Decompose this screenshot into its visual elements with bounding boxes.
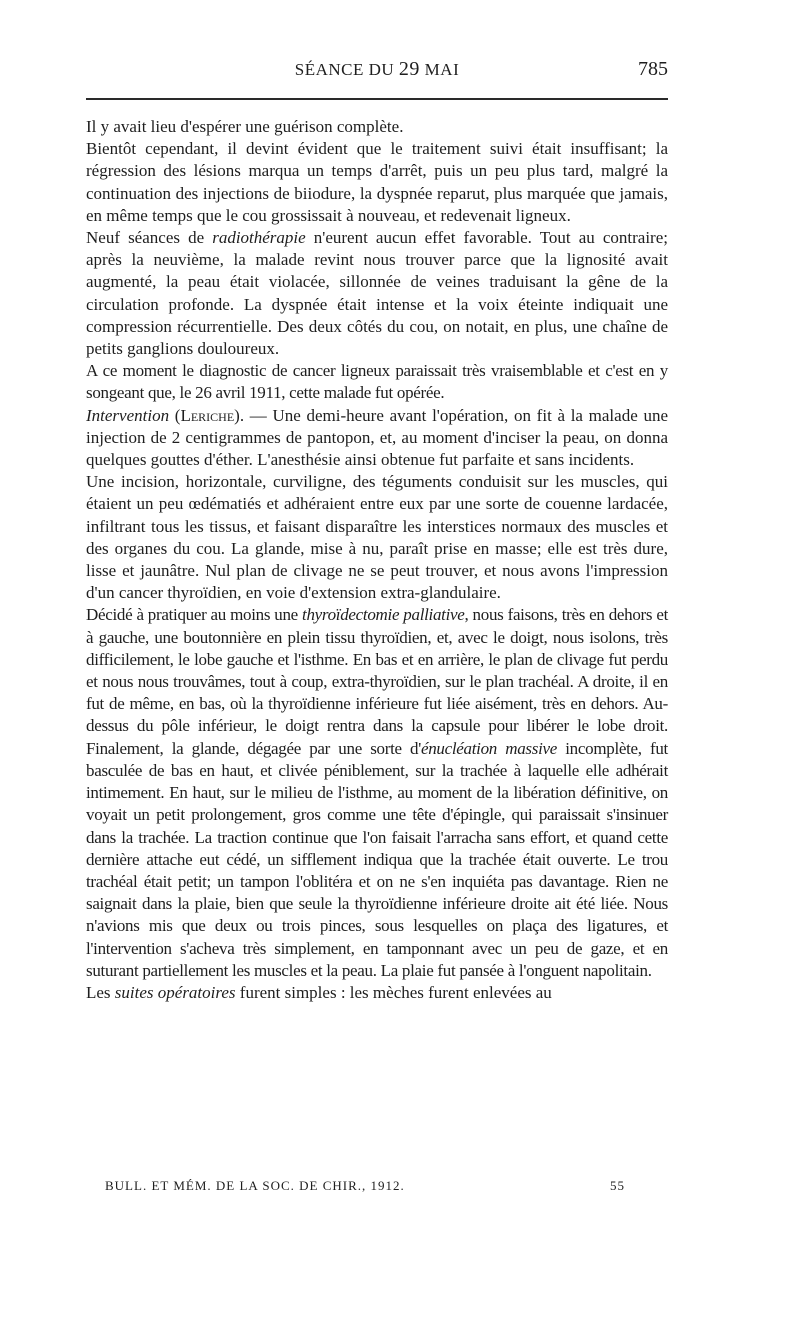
paragraph-3-italic: radiothérapie: [212, 228, 306, 248]
paragraph-7-italic-2: énucléation massive: [420, 738, 557, 758]
body-text: [86, 116, 668, 1004]
running-title-prefix: SÉANCE DU: [294, 60, 395, 79]
paragraph-5-paren: (: [169, 405, 181, 425]
running-header: [86, 58, 668, 88]
paragraph-3-text-a: Neuf séances de: [86, 228, 213, 248]
paragraph-3-text-b: n'eurent aucun effet favorable. Tout au contraire; après la neuvième, la malade revint nous trouver parce que la lignosité avait augmenté, la peau était violacée, sillonnée de veines traduisant la gêne de la circulation profonde. La dyspnée était intense et la voix éteinte indiquait une compression récurrentielle. Des deux côtés du cou, on notait, en plus, une chaîne de petits ganglions douloureux.: [86, 228, 668, 359]
paragraph-7-italic: thyroïdectomie palliative: [302, 605, 465, 625]
paragraph-8: [86, 982, 668, 1004]
surgeon-name: Leriche: [180, 405, 235, 425]
paragraph-6: [86, 471, 668, 604]
footer: [105, 1178, 625, 1198]
paragraph-7-text-a: Décidé à pratiquer au moins une: [86, 605, 303, 625]
paragraph-8-text-a: Les: [86, 982, 115, 1002]
paragraph-7-text-b: , nous faisons, très en dehors et à gauche, une boutonnière en plein tissu thyroïdien, et, avec le doigt, nous isolons, très difficilement, le lobe gauche et l'isthme. En bas et en arrière, le plan de clivage fut perdu et nous nous trouvâmes, tout à coup, extra-thyroïdien, sur le plan trachéal. A droite, il en fut de même, en bas, où la thyroïdienne inférieure fut liée aisément, très en dehors. Au-dessus du pôle inférieur, le doigt rentra dans la capsule pour libérer le lobe droit. Finalement, la glande, dégagée par une sorte d': [86, 605, 668, 758]
paragraph-4: [86, 360, 668, 404]
header-rule: [86, 98, 668, 100]
footer-journal: BULL. ET MÉM. DE LA SOC. DE CHIR., 1912.: [105, 1178, 405, 1193]
running-title-day: 29: [398, 58, 420, 80]
paragraph-6-text: Une incision, horizontale, curviligne, des téguments conduisit sur les muscles, qui étaient un peu œdématiés et adhéraient entre eux par une sorte de couenne lardacée, infiltrant tous les tissus, et faisant disparaître les interstices normaux des muscles et des organes du cou. La glande, mise à nu, paraît prise en masse; elle est très dure, lisse et jaunâtre. Nul plan de clivage ne se peut trouver, et nous avons l'impression d'un cancer thyroïdien, en voie d'extension extra-glandulaire.: [86, 472, 668, 603]
running-title: [86, 58, 668, 81]
paragraph-7: [86, 604, 668, 981]
paragraph-7-text-c: incomplète, fut basculée de bas en haut, et clivée péniblement, sur la trachée à laquelle elle adhérait intimement. En haut, sur le milieu de l'isthme, au moment de la libération définitive, on voyait un petit prolongement, gros comme une tête d'épingle, qui paraissait s'insinuer dans la trachée. La traction continue que l'on faisait l'arracha sans effort, et quand cette dernière attache eut cédé, un sifflement indiqua que la trachée était ouverte. Le trou trachéal était petit; un tampon l'oblitéra et on ne s'en inquiéta pas davantage. Rien ne saignait dans la plaie, bien que seule la thyroïdienne inférieure droite ait été liée. Nous n'avions mis que deux ou trois pinces, sous lesquelles on plaça des ligatures, et l'intervention s'acheva très simplement, en tamponnant avec un peu de gaze, et en suturant partiellement les muscles et la peau. La plaie fut pansée à l'onguent napolitain.: [86, 738, 668, 980]
paragraph-4-text: A ce moment le diagnostic de cancer ligneux paraissait très vraisemblable et c'est en y songeant que, le 26 avril 1911, cette malade fut opérée.: [86, 361, 668, 403]
footer-sheet-number: 55: [610, 1178, 625, 1193]
paragraph-3: [86, 227, 668, 360]
running-title-suffix: MAI: [424, 60, 460, 79]
paragraph-8-text-b: furent simples : les mèches furent enlevées au: [235, 982, 552, 1002]
paragraph-5-text: ). — Une demi-heure avant l'opération, on fit à la malade une injection de 2 centigrammes de pantopon, et, au moment d'inciser la peau, on donna quelques gouttes d'éther. L'anesthésie ainsi obtenue fut parfaite et sans incidents.: [86, 405, 668, 470]
page-number: 785: [638, 58, 668, 80]
paragraph-1: [86, 116, 668, 138]
paragraph-2: [86, 138, 668, 227]
section-heading-intervention: Intervention: [86, 405, 170, 425]
paragraph-8-italic: suites opératoires: [114, 982, 236, 1002]
paragraph-1-text: Il y avait lieu d'espérer une guérison complète.: [86, 117, 404, 136]
paragraph-5: [86, 405, 668, 472]
paragraph-2-text: Bientôt cependant, il devint évident que le traitement suivi était insuffisant; la régression des lésions marqua un temps d'arrêt, puis un peu plus tard, malgré la continuation des injections de biiodure, la dyspnée reparut, plus marquée que jamais, en même temps que le cou grossissait à nouveau, et redevenait ligneux.: [86, 139, 668, 225]
